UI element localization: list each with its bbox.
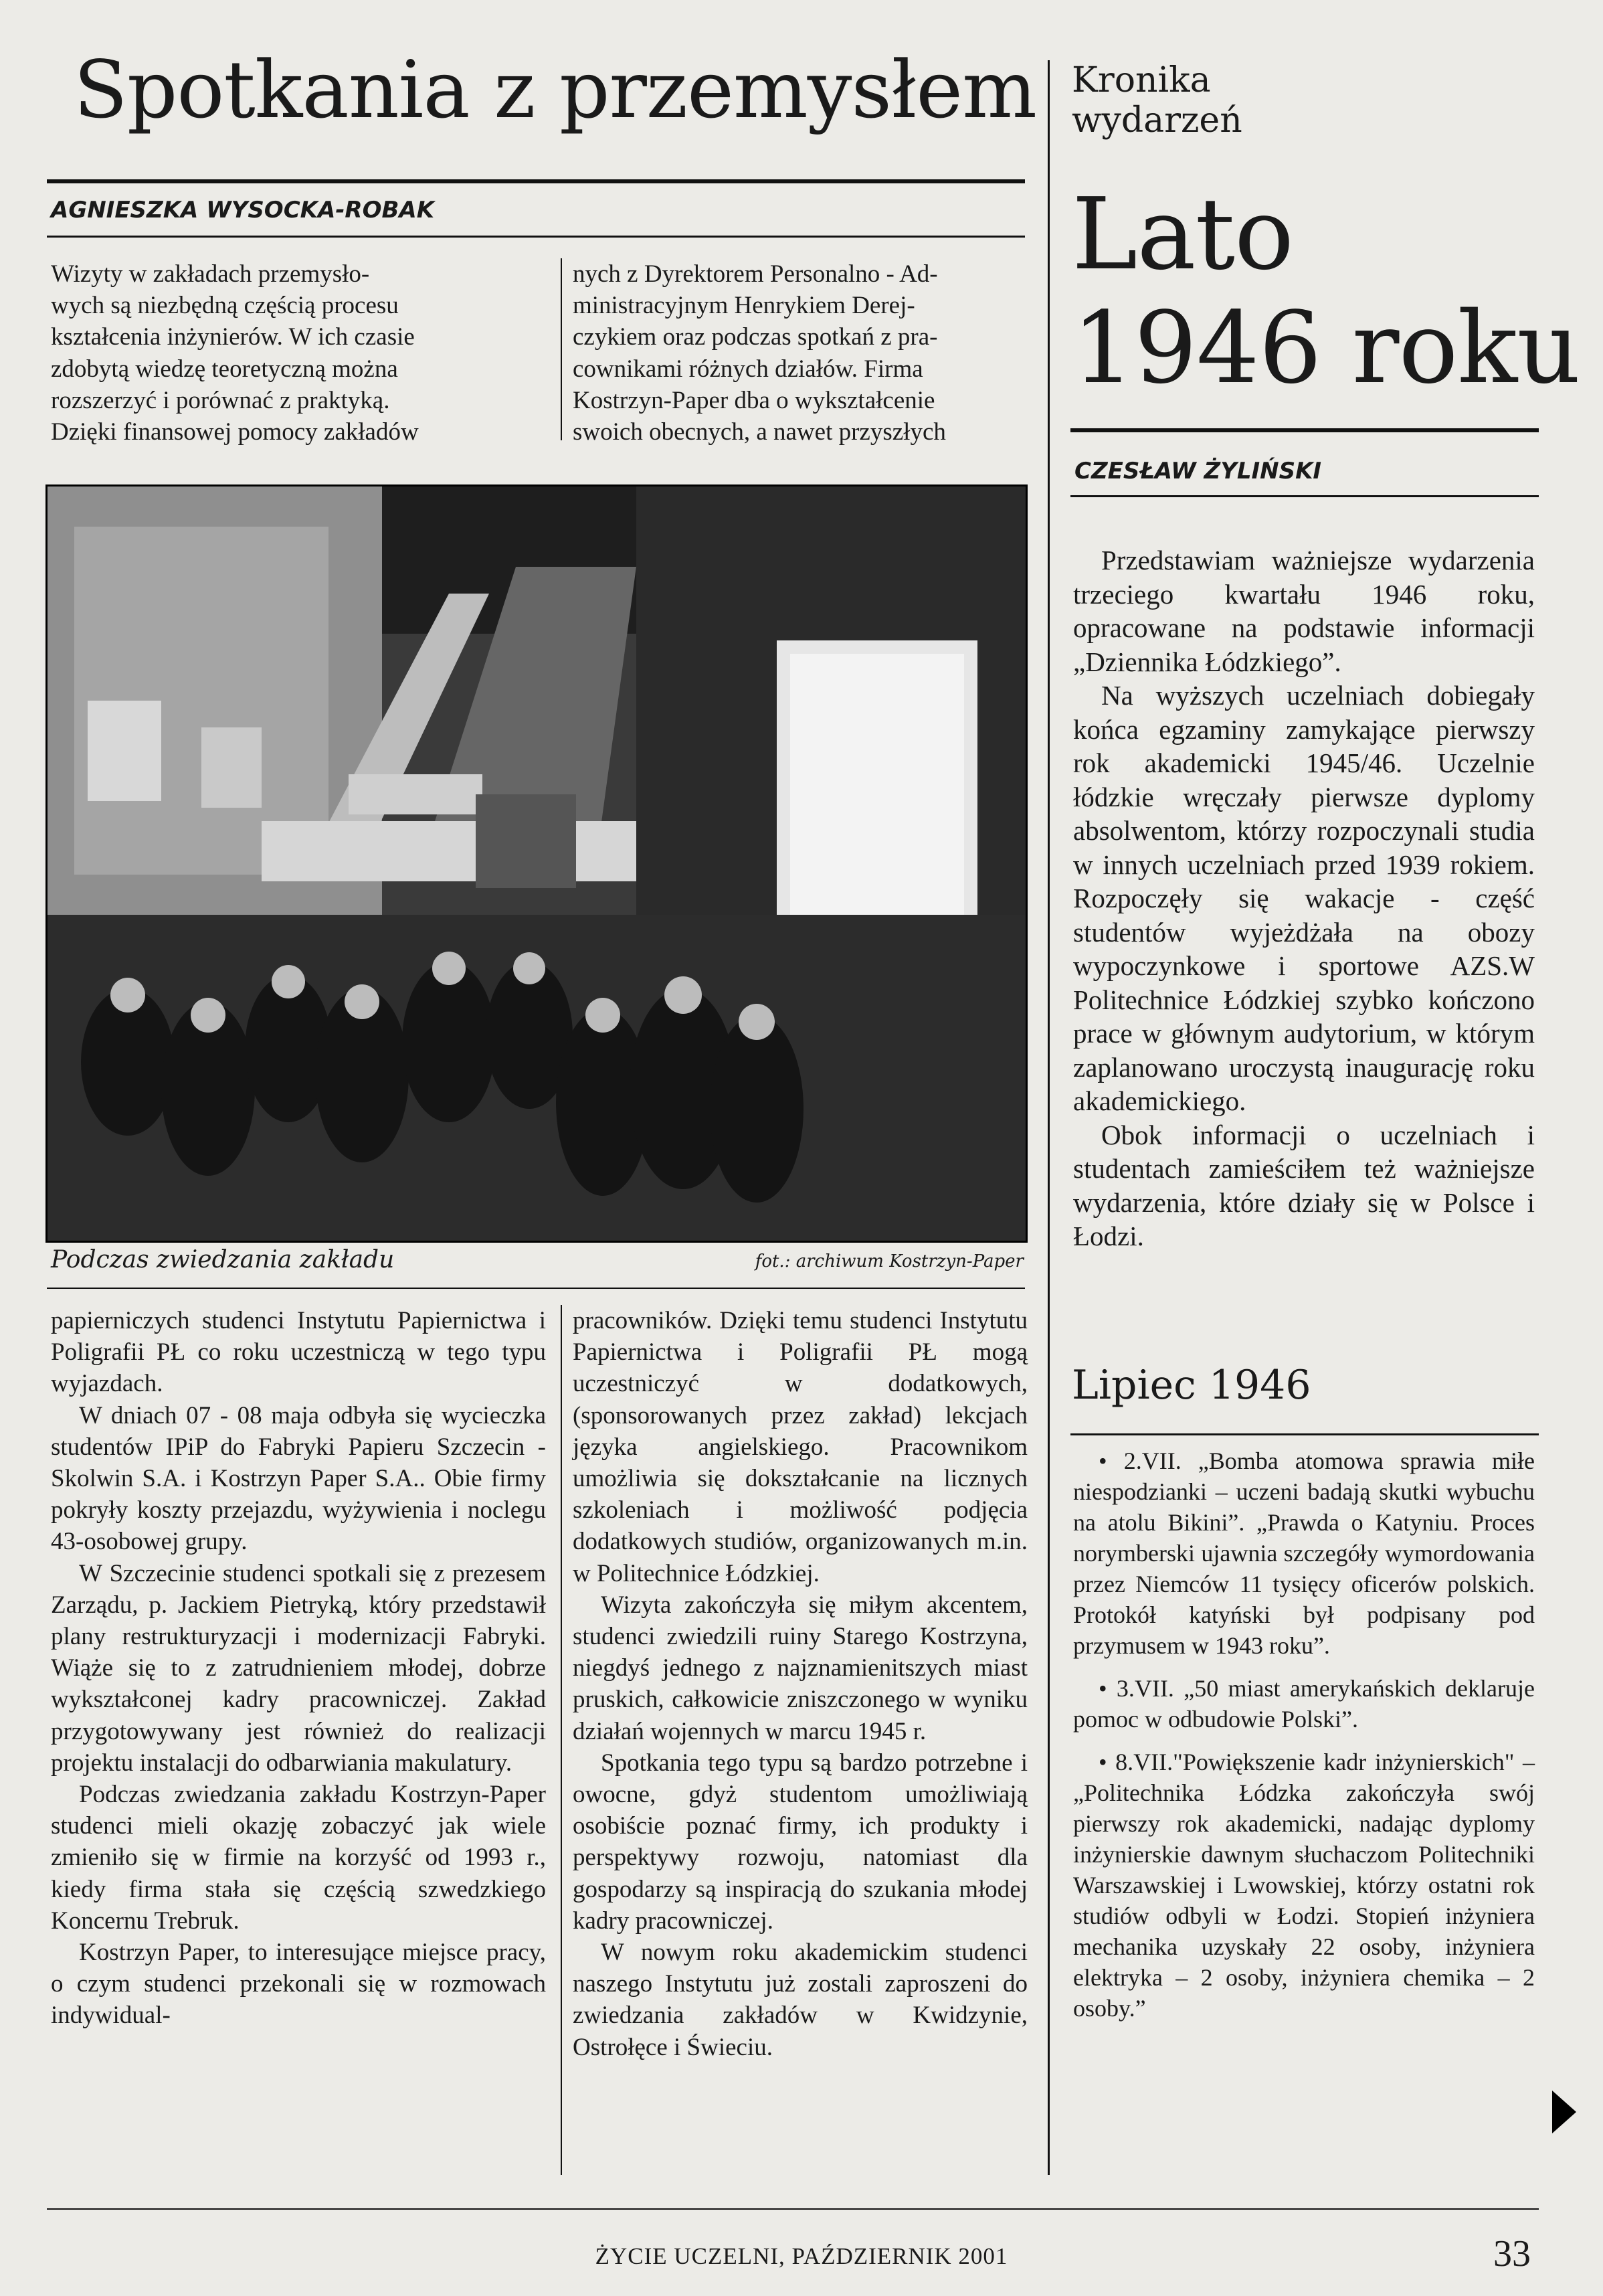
byline-rule — [47, 236, 1025, 238]
section-kicker — [1072, 60, 1242, 141]
intro-column-1 — [51, 258, 546, 448]
chronicle-item: • 3.VII. „50 miast amerykańskich deklaruje pomoc w odbudowie Polski”. — [1073, 1675, 1535, 1733]
intro-paragraph: Przedstawiam ważniejsze wydarzenia trzeciego kwartału 1946 roku, opracowane na podstawie informacji „Dziennika Łódzkiego”. — [1073, 545, 1535, 677]
body-paragraph: pracowników. Dzięki temu studenci Instytutu Papiernictwa i Poligrafii PŁ mogą uczestniczyć w dodatkowych, (sponsorowanych przez zakład) lekcjach języka angielskiego. Pracownikom umożliwia się dokształcanie na licznych szkoleniach i możliwość podjęcia dodatkowych studiów, organizowanych m.in. w Politechnice Łódzkiej. — [573, 1307, 1028, 1587]
factory-photo — [45, 484, 1028, 1243]
intro-column-2 — [573, 258, 1028, 448]
footer-journal: ŻYCIE UCZELNI, PAŹDZIERNIK 2001 — [595, 2243, 1008, 2269]
footer-rule — [47, 2208, 1539, 2210]
chronicle-author: CZESŁAW ŻYLIŃSKI — [1074, 458, 1322, 484]
body-paragraph: Podczas zwiedzania zakładu Kostrzyn-Paper studenci mieli okazję zobaczyć jak wiele zmieniło się w firmie na korzyść od 1993 r., kiedy firma stała się częścią szwedzkiego Koncernu Trebruk. — [51, 1781, 546, 1935]
month-heading: Lipiec 1946 — [1072, 1362, 1311, 1409]
intro-line: wych są niezbędną częścią procesu — [51, 292, 399, 320]
chronicle-intro — [1073, 543, 1535, 1253]
byline-rule — [1070, 495, 1539, 497]
title-rule — [1070, 428, 1539, 432]
intro-line: kształcenia inżynierów. W ich czasie — [51, 323, 415, 351]
body-column-2 — [573, 1305, 1028, 2063]
intro-line: nych z Dyrektorem Personalno - Ad- — [573, 260, 938, 288]
intro-line: Kostrzyn-Paper dba o wykształcenie — [573, 386, 935, 414]
article-title: Spotkania z przemysłem — [74, 43, 1036, 136]
page-number: 33 — [1493, 2233, 1531, 2275]
title-line: 1946 roku — [1072, 290, 1580, 406]
photo-caption: Podczas zwiedzania zakładu — [51, 1246, 395, 1273]
chronicle-item: • 2.VII. „Bomba atomowa sprawia miłe niespodzianki – uczeni badają skutki wybuchu na atolu Bikini”. „Prawda o Katyniu. Proces norymberski ujawnia szczegóły wymordowania przez Niemców 11 tysięcy oficerów polskich. Protokół katyński był podpisany pod przymusem w 1943 roku”. — [1073, 1447, 1535, 1659]
title-rule — [47, 179, 1025, 183]
photo-credit: fot.: archiwum Kostrzyn-Paper — [755, 1251, 1024, 1271]
article-divider — [1048, 60, 1050, 2175]
intro-line: swoich obecnych, a nawet przyszłych — [573, 418, 946, 446]
intro-line: cownikami różnych działów. Firma — [573, 355, 923, 383]
body-paragraph: Wizyta zakończyła się miłym akcentem, studenci zwiedzili ruiny Starego Kostrzyna, niegdyś jednego z najznamienitszych miast pruskich, całkowicie zniszczonego w wyniku działań wojennych w marcu 1945 r. — [573, 1591, 1028, 1745]
chronicle-items — [1073, 1445, 1535, 2024]
intro-line: Dzięki finansowej pomocy zakładów — [51, 418, 419, 446]
intro-paragraph: Na wyższych uczelniach dobiegały końca egzaminy zamykające pierwszy rok akademicki 1945/46. Uczelnie łódzkie wręczały pierwsze dyplomy absolwentom, którzy rozpoczynali studia w innych uczelniach przed 1939 rokiem. Rozpoczęły się wakacje - część studentów wyjeżdżała na obozy wypoczynkowe i sportowe AZS.W Politechnice Łódzkiej szybko kończono prace w głównym audytorium, w którym zaplanowano uroczystą inaugurację roku akademickiego. — [1073, 680, 1535, 1116]
body-paragraph: W Szczecinie studenci spotkali się z prezesem Zarządu, p. Jackiem Pietryką, który przedstawił plany restrukturyzacji i modernizacji Fabryki. Wiąże się to z zatrudnieniem młodej, dobrze wykształconej kadry pracowniczej. Zakład przygotowywany jest również do realizacji projektu instalacji do odbarwiania makulatury. — [51, 1559, 546, 1777]
body-column-1 — [51, 1305, 546, 2032]
body-paragraph: papierniczych studenci Instytutu Papiernictwa i Poligrafii PŁ co roku uczestniczą w tego typu wyjazdach. — [51, 1307, 546, 1398]
intro-paragraph: Obok informacji o uczelniach i studentach zamieściłem też ważniejsze wydarzenia, które działy się w Polsce i Łodzi. — [1073, 1119, 1535, 1251]
factory-photo-illustration — [48, 487, 1026, 1241]
kicker-line: Kronika — [1072, 60, 1211, 100]
chronicle-item: • 8.VII."Powiększenie kadr inżynierskich" – „Politechnika Łódzka zakończyła swój pierwszy rok akademicki, nadając dyplomy inżynierskie dawnym słuchaczom Politechniki Warszawskiej i Lwowskiej, którzy ostatni rok studiów odbyli w Łodzi. Stopień inżyniera mechanika uzyskały 22 osoby, inżyniera elektryka – 2 osoby, inżyniera chemika – 2 osoby.” — [1073, 1749, 1535, 2022]
intro-line: zdobytą wiedzę teoretyczną można — [51, 355, 398, 383]
column-divider — [561, 258, 562, 440]
kicker-line: wydarzeń — [1072, 100, 1242, 141]
column-divider — [561, 1305, 562, 2175]
intro-line: ministracyjnym Henrykiem Derej- — [573, 292, 915, 320]
intro-line: rozszerzyć i porównać z praktyką. — [51, 386, 390, 414]
body-paragraph: W dniach 07 - 08 maja odbyła się wycieczka studentów IPiP do Fabryki Papieru Szczecin - Skolwin S.A. i Kostrzyn Paper S.A.. Obie firmy pokryły koszty przejazdu, wyżywienia i noclegu 43-osobowej grupy. — [51, 1401, 546, 1556]
intro-line: czykiem oraz podczas spotkań z pra- — [573, 323, 938, 351]
intro-line: Wizyty w zakładach przemysło- — [51, 260, 370, 288]
caption-rule — [47, 1288, 1025, 1289]
body-paragraph: Kostrzyn Paper, to interesujące miejsce pracy, o czym studenci przekonali się w rozmowach indywidual- — [51, 1939, 546, 2030]
body-paragraph: Spotkania tego typu są bardzo potrzebne i owocne, gdyż studentom umożliwiają osobiście poznać firmy, ich produkty i perspektywy rozwoju, natomiast dla gospodarzy są inspiracją do szukania młodej kadry pracowniczej. — [573, 1749, 1028, 1935]
title-line: Lato — [1072, 177, 1294, 292]
month-rule — [1070, 1433, 1539, 1435]
continue-arrow-icon — [1552, 2091, 1576, 2133]
body-paragraph: W nowym roku akademickim studenci naszego Instytutu już zostali zaproszeni do zwiedzania zakładów w Kwidzynie, Ostrołęce i Świeciu. — [573, 1939, 1028, 2061]
chronicle-title — [1072, 177, 1580, 405]
article-author: AGNIESZKA WYSOCKA-ROBAK — [51, 197, 435, 224]
